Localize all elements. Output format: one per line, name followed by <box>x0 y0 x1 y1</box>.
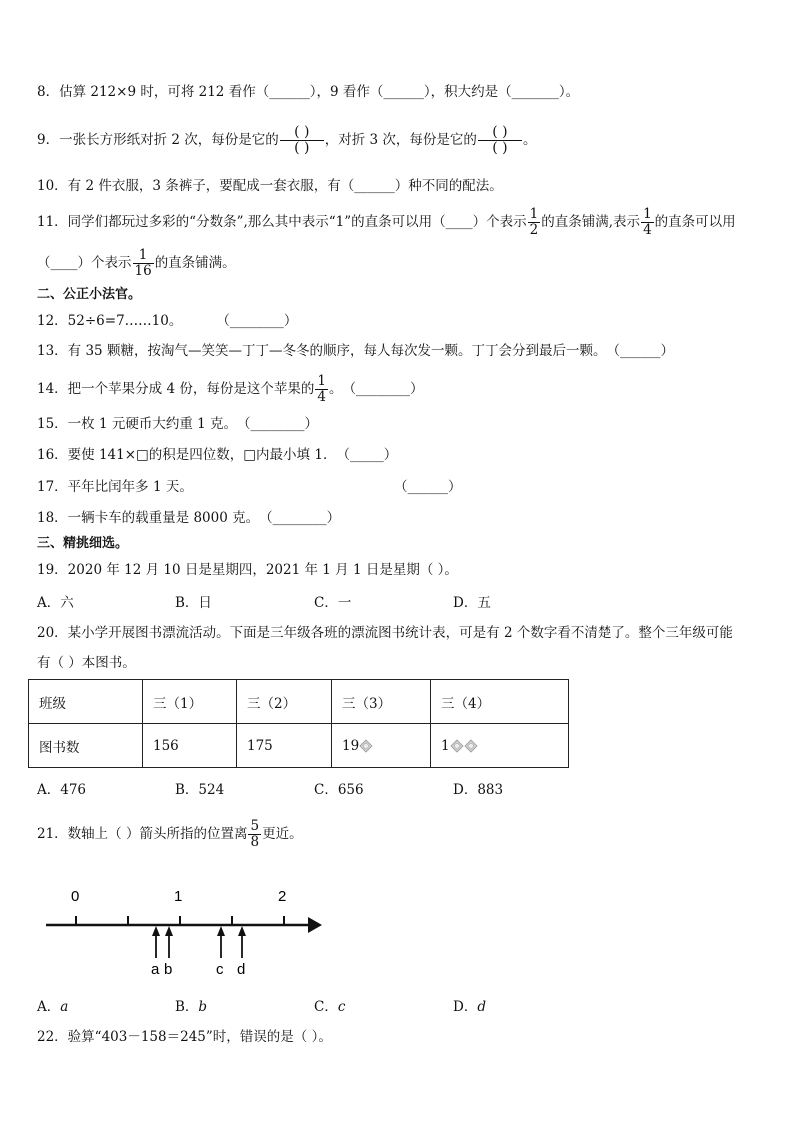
question-19: 19．2020 年 12 月 10 日是星期四，2021 年 1 月 1 日是星期（ ）。 <box>37 562 458 578</box>
section-heading: 二、公正小法官。 <box>37 287 142 302</box>
table-header-cell: 三（2） <box>237 680 332 724</box>
answer-blank[interactable]: （_____） <box>336 447 398 463</box>
table-row <box>29 680 569 724</box>
section-heading: 三、精挑细选。 <box>37 536 129 551</box>
table-row-label: 图书数 <box>29 724 143 768</box>
arrow-label: c <box>216 961 224 978</box>
option-c[interactable]: C．c <box>314 999 346 1015</box>
answer-blank[interactable]: ____ <box>50 255 78 271</box>
answer-blank[interactable]: _______ <box>511 84 559 100</box>
table-cell: 175 <box>237 724 332 768</box>
answer-blank[interactable]: （______） <box>606 343 674 359</box>
table-row <box>29 724 569 768</box>
question-8: 8．估算 212×9 时，可将 212 看作（______），9 看作（______），积大约是（_______）。 <box>37 84 580 100</box>
books-table <box>28 679 569 768</box>
answer-blank[interactable]: ____ <box>445 214 473 230</box>
question-22: 22．验算“403－158＝245”时，错误的是（ ）。 <box>37 1029 332 1045</box>
answer-blank[interactable]: （______） <box>394 479 462 495</box>
fraction: $\frac{1}{16}$ <box>134 247 152 279</box>
option-a[interactable]: A．a <box>37 999 69 1015</box>
question-17: 17．平年比闰年多 1 天。 <box>37 479 193 495</box>
option-a[interactable]: A．六 <box>37 595 74 611</box>
table-cell: 19 <box>332 724 431 768</box>
tick-label: 1 <box>174 888 183 905</box>
number-line <box>40 880 330 980</box>
answer-blank[interactable]: ______ <box>383 84 424 100</box>
axis-arrowhead <box>308 917 322 933</box>
answer-blank[interactable]: （________） <box>259 510 341 526</box>
answer-blank[interactable]: （________） <box>237 416 319 432</box>
question-16: 16．要使 141×□的积是四位数，□内最小填 1．（_____） <box>37 447 398 463</box>
question-12: 12．52÷6=7……10。 （________） <box>37 313 298 329</box>
table-header-cell: 班级 <box>29 680 143 724</box>
question-15: 15．一枚 1 元硬币大约重 1 克。（________） <box>37 416 319 432</box>
option-c[interactable]: C．656 <box>314 782 364 798</box>
arrow-label: a <box>151 961 160 978</box>
tick-label: 0 <box>71 888 80 905</box>
fraction-blank[interactable]: $\frac{( )}{( )}$ <box>280 125 324 156</box>
option-b[interactable]: B．524 <box>175 782 225 798</box>
question-18: 18．一辆卡车的载重量是 8000 克。（________） <box>37 510 341 526</box>
option-b[interactable]: B．日 <box>175 595 212 611</box>
tick-label: 2 <box>278 888 287 905</box>
arrow-a-head <box>152 926 160 936</box>
obscured-digit-icon <box>464 739 478 753</box>
table-cell: 156 <box>143 724 237 768</box>
fraction: $\frac{1}{2}$ <box>529 206 539 238</box>
question-20-line-1: 20．某小学开展图书漂流活动。下面是三年级各班的漂流图书统计表，可是有 2 个数字看不清楚了。整个三年级可能 <box>37 625 733 641</box>
question-20-line-2: 有（ ）本图书。 <box>37 655 136 671</box>
answer-blank[interactable]: （________） <box>342 381 424 397</box>
option-b[interactable]: B．b <box>175 999 208 1015</box>
arrow-d-head <box>238 926 246 936</box>
question-9: 9．一张长方形纸对折 2 次，每份是它的 $\frac{( )}{( )}$ ，对折 3 次，每份是它的 $\frac{( )}{( )}$ 。 <box>37 124 537 156</box>
question-10: 10．有 2 件衣服，3 条裤子，要配成一套衣服，有（______）种不同的配法。 <box>37 178 503 194</box>
option-a[interactable]: A．476 <box>37 782 87 798</box>
arrow-b-head <box>165 926 173 936</box>
option-c[interactable]: C．一 <box>314 595 352 611</box>
option-d[interactable]: D．d <box>453 999 486 1015</box>
obscured-digit-icon <box>450 739 464 753</box>
arrow-label: d <box>237 961 246 978</box>
question-14: 14．把一个苹果分成 4 份，每份是这个苹果的 $\frac{1}{4}$ 。（________） <box>37 370 423 408</box>
option-d[interactable]: D．883 <box>453 782 504 798</box>
arrow-c-head <box>217 926 225 936</box>
question-13: 13．有 35 颗糖，按淘气—笑笑—丁丁—冬冬的顺序，每人每次发一颗。丁丁会分到最后一颗。（______） <box>37 343 674 359</box>
option-d[interactable]: D．五 <box>453 595 491 611</box>
answer-blank[interactable]: ______ <box>269 84 310 100</box>
table-cell: 1 <box>431 724 569 768</box>
fraction: $\frac{1}{4}$ <box>317 373 326 405</box>
arrow-label: b <box>164 961 173 978</box>
answer-blank[interactable]: ______ <box>354 178 395 194</box>
question-11-line-2: （____）个表示 $\frac{1}{16}$ 的直条铺满。 <box>37 247 236 279</box>
fraction: $\frac{1}{4}$ <box>643 206 652 238</box>
fraction: $\frac{5}{8}$ <box>250 818 260 850</box>
table-header-cell: 三（4） <box>431 680 569 724</box>
fraction-blank[interactable]: $\frac{( )}{( )}$ <box>478 125 522 156</box>
obscured-digit-icon <box>359 739 373 753</box>
table-header-cell: 三（3） <box>332 680 431 724</box>
question-11-line-1: 11．同学们都玩过多彩的“分数条”,那么其中表示“1”的直条可以用（____）个表示 $\frac{1}{2}$ 的直条铺满,表示 $\frac{1}{4}$ 的直条可以用 <box>37 206 736 238</box>
table-header-cell: 三（1） <box>143 680 237 724</box>
question-21: 21．数轴上（ ）箭头所指的位置离 $\frac{5}{8}$ 更近。 <box>37 818 303 850</box>
answer-blank[interactable]: （________） <box>216 313 298 329</box>
